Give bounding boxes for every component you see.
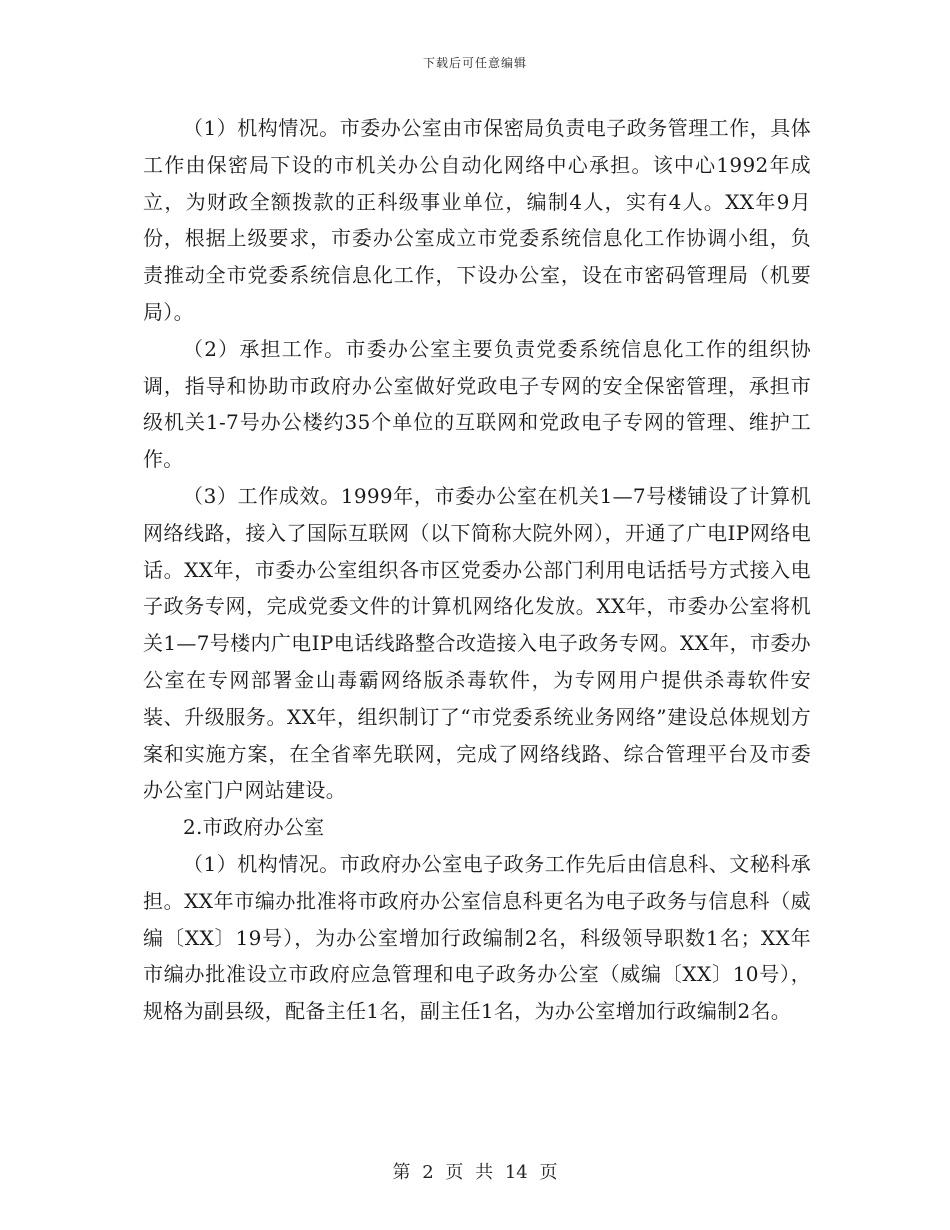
paragraph-achievements: （3）工作成效。1999年，市委办公室在机关1—7号楼铺设了计算机网络线路，接入了国际互联网（以下简称大院外网），开通了广电IP网络电话。XX年，市委办公室组织各市区党委办公部门利用电话括号方式接入电子政务专网，完成党委文件的计算机网络化发放。XX年，市委办公室将机关1—7号楼内广电IP电话线路整合改造接入电子政务专网。XX年，市委办公室在专网部署金山毒霸网络版杀毒软件，为专网用户提供杀毒软件安装、升级服务。XX年，组织制订了“市党委系统业务网络”建设总体规划方案和实施方案，在全省率先联网，完成了网络线路、综合管理平台及市委办公室门户网站建设。 (143, 483, 811, 803)
paragraph-institution-government: （1）机构情况。市政府办公室电子政务工作先后由信息科、文秘科承担。XX年市编办批准将市政府办公室信息科更名为电子政务与信息科（威编〔XX〕19号），为办公室增加行政编制2名，科级领导职数1名；XX年市编办批准设立市政府应急管理和电子政务办公室（威编〔XX〕10号），规格为副县级，配备主任1名，副主任1名，为办公室增加行政编制2名。 (143, 851, 811, 1024)
document-body (143, 110, 811, 1030)
paragraph-institution-party: （1）机构情况。市委办公室由市保密局负责电子政务管理工作，具体工作由保密局下设的市机关办公自动化网络中心承担。该中心1992年成立，为财政全额拨款的正科级事业单位，编制4人，实有4人。XX年9月份，根据上级要求，市委办公室成立市党委系统信息化工作协调小组，负责推动全市党委系统信息化工作，下设办公室，设在市密码管理局（机要局）。 (143, 116, 811, 324)
page-number-footer: 第 2 页 共 14 页 (392, 1162, 558, 1183)
section-heading: 2.市政府办公室 (183, 815, 325, 840)
paragraph-responsibilities: （2）承担工作。市委办公室主要负责党委系统信息化工作的组织协调，指导和协助市政府办公室做好党政电子专网的安全保密管理，承担市级机关1-7号办公楼约35个单位的互联网和党政电子专网的管理、维护工作。 (143, 336, 811, 472)
page-header: 下载后可任意编辑 (422, 56, 527, 70)
